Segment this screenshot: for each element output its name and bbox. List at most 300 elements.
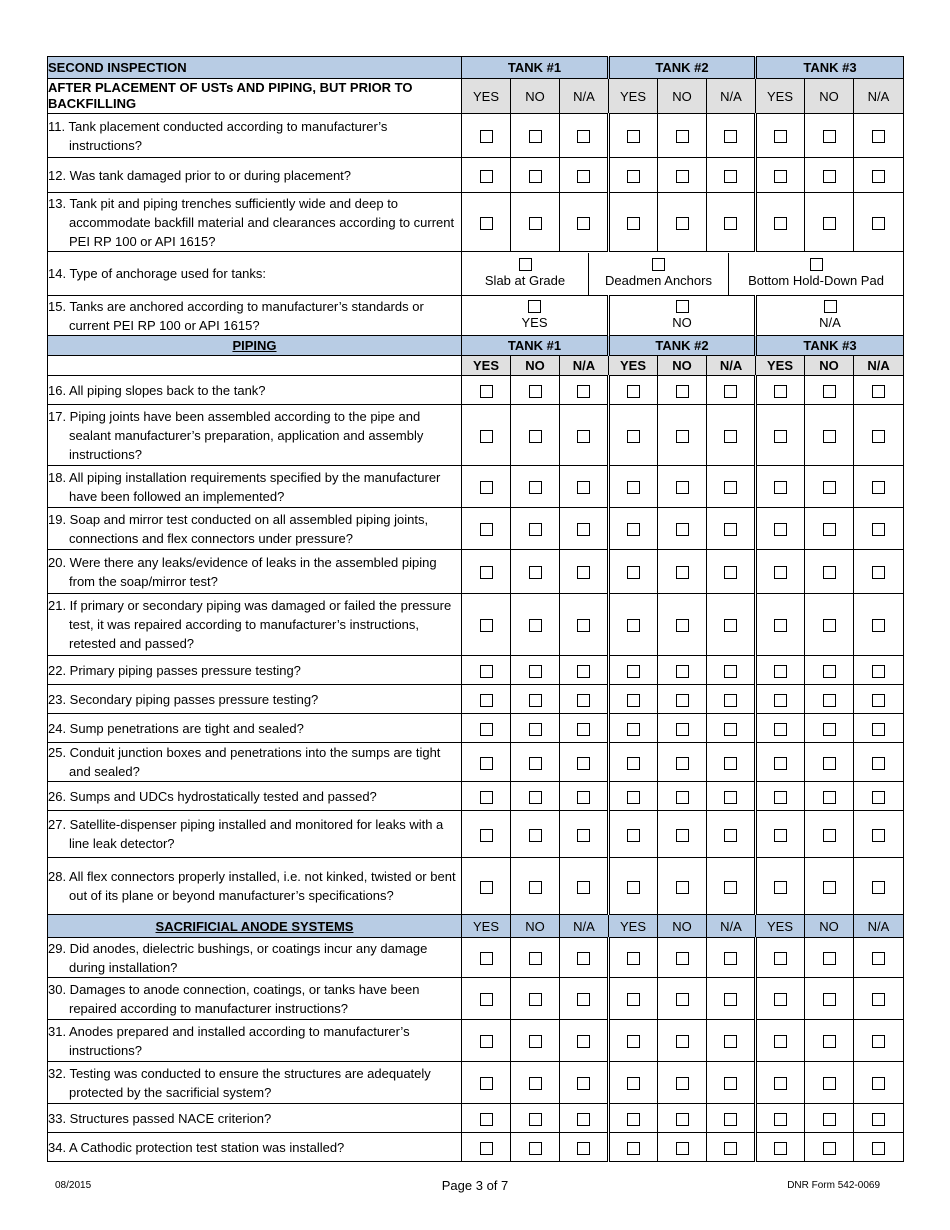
answer-cell	[609, 114, 658, 158]
checkbox-q25-tank1-no[interactable]	[529, 757, 542, 770]
answer-cell	[462, 594, 511, 656]
checkbox-q31-tank1-yes[interactable]	[480, 1035, 493, 1048]
anode-title: SACRIFICIAL ANODE SYSTEMS	[48, 915, 462, 938]
checkbox-q21-tank2-yes[interactable]	[627, 619, 640, 632]
checkbox-q23-tank1-no[interactable]	[529, 694, 542, 707]
answer-cell	[462, 685, 511, 714]
checkbox-q26-tank2-yes[interactable]	[627, 791, 640, 804]
anode-header-row	[48, 915, 904, 938]
checkbox-q21-tank3-no[interactable]	[823, 619, 836, 632]
checkbox-q28-tank2-na[interactable]	[724, 881, 737, 894]
checkbox-q32-tank2-na[interactable]	[724, 1077, 737, 1090]
answer-cell	[658, 158, 707, 193]
checkbox-anchorage-2[interactable]	[810, 258, 823, 271]
checkbox-q23-tank1-yes[interactable]	[480, 694, 493, 707]
checkbox-q29-tank2-na[interactable]	[724, 952, 737, 965]
answer-cell	[805, 743, 854, 782]
footer-form-number: DNR Form 542-0069	[787, 1180, 880, 1191]
checkbox-q33-tank1-na[interactable]	[577, 1113, 590, 1126]
checkbox-q21-tank1-na[interactable]	[577, 619, 590, 632]
checkbox-q16-tank1-na[interactable]	[577, 385, 590, 398]
checkbox-q16-tank3-na[interactable]	[872, 385, 885, 398]
checkbox-anchored-no[interactable]	[676, 300, 689, 313]
answer-cell	[805, 1020, 854, 1062]
checkbox-q13-tank1-no[interactable]	[529, 217, 542, 230]
question-text: 16. All piping slopes back to the tank?	[48, 382, 266, 398]
checkbox-q13-tank2-na[interactable]	[724, 217, 737, 230]
checkbox-q13-tank2-yes[interactable]	[627, 217, 640, 230]
checkbox-q27-tank3-no[interactable]	[823, 829, 836, 842]
answer-header-na: N/A	[707, 915, 756, 938]
answer-cell	[511, 1133, 560, 1162]
checkbox-q19-tank1-no[interactable]	[529, 523, 542, 536]
answer-cell	[707, 1020, 756, 1062]
checkbox-q29-tank2-no[interactable]	[676, 952, 689, 965]
answer-cell	[658, 938, 707, 978]
checkbox-q16-tank2-yes[interactable]	[627, 385, 640, 398]
checkbox-q30-tank2-no[interactable]	[676, 993, 689, 1006]
checkbox-anchorage-0[interactable]	[519, 258, 532, 271]
checkbox-q34-tank1-na[interactable]	[577, 1142, 590, 1155]
checkbox-q18-tank3-no[interactable]	[823, 481, 836, 494]
checkbox-q33-tank1-no[interactable]	[529, 1113, 542, 1126]
checkbox-q23-tank1-na[interactable]	[577, 694, 590, 707]
checkbox-q19-tank2-no[interactable]	[676, 523, 689, 536]
checkbox-q18-tank1-yes[interactable]	[480, 481, 493, 494]
checkbox-q30-tank1-na[interactable]	[577, 993, 590, 1006]
question-cell	[48, 1062, 462, 1104]
checkbox-anchored-yes[interactable]	[528, 300, 541, 313]
checkbox-q22-tank1-na[interactable]	[577, 665, 590, 678]
question-text: 11. Tank placement conducted according to manufacturer’s instructions?	[48, 118, 388, 153]
checkbox-q27-tank2-yes[interactable]	[627, 829, 640, 842]
checkbox-q30-tank3-na[interactable]	[872, 993, 885, 1006]
checkbox-q19-tank3-na[interactable]	[872, 523, 885, 536]
checkbox-q25-tank1-yes[interactable]	[480, 757, 493, 770]
checkbox-q11-tank1-yes[interactable]	[480, 130, 493, 143]
checkbox-q12-tank2-na[interactable]	[724, 170, 737, 183]
checkbox-anchored-na[interactable]	[824, 300, 837, 313]
checkbox-q34-tank2-no[interactable]	[676, 1142, 689, 1155]
answer-cell	[805, 466, 854, 508]
second_inspection-header-row	[48, 57, 904, 79]
checkbox-q29-tank3-yes[interactable]	[774, 952, 787, 965]
answer-header-na: N/A	[707, 79, 756, 114]
answer-cell	[609, 158, 658, 193]
answer-header-no: NO	[658, 79, 707, 114]
checkbox-q19-tank3-yes[interactable]	[774, 523, 787, 536]
checkbox-q13-tank1-na[interactable]	[577, 217, 590, 230]
checkbox-q13-tank3-no[interactable]	[823, 217, 836, 230]
checkbox-q11-tank3-na[interactable]	[872, 130, 885, 143]
checkbox-q18-tank1-no[interactable]	[529, 481, 542, 494]
checkbox-q25-tank3-na[interactable]	[872, 757, 885, 770]
checkbox-q18-tank3-na[interactable]	[872, 481, 885, 494]
checkbox-q22-tank3-no[interactable]	[823, 665, 836, 678]
checkbox-anchorage-1[interactable]	[652, 258, 665, 271]
answer-cell	[511, 1062, 560, 1104]
checkbox-q32-tank3-no[interactable]	[823, 1077, 836, 1090]
answer-cell	[511, 376, 560, 405]
checkbox-q23-tank2-no[interactable]	[676, 694, 689, 707]
checkbox-q21-tank1-yes[interactable]	[480, 619, 493, 632]
answer-cell	[511, 114, 560, 158]
checkbox-q22-tank1-no[interactable]	[529, 665, 542, 678]
answer-cell	[756, 858, 805, 915]
checkbox-q26-tank3-yes[interactable]	[774, 791, 787, 804]
question-row	[48, 1133, 904, 1162]
checkbox-q11-tank2-no[interactable]	[676, 130, 689, 143]
checkbox-q12-tank1-na[interactable]	[577, 170, 590, 183]
checkbox-q33-tank3-na[interactable]	[872, 1113, 885, 1126]
answer-header-na: N/A	[560, 79, 609, 114]
answer-cell	[609, 1133, 658, 1162]
checkbox-q30-tank2-yes[interactable]	[627, 993, 640, 1006]
checkbox-q28-tank3-no[interactable]	[823, 881, 836, 894]
answer-cell	[560, 978, 609, 1020]
answer-header-na: N/A	[560, 915, 609, 938]
checkbox-q30-tank1-yes[interactable]	[480, 993, 493, 1006]
checkbox-q20-tank2-no[interactable]	[676, 566, 689, 579]
answer-cell	[854, 811, 904, 858]
answer-cell	[462, 811, 511, 858]
answer-header-yes: YES	[756, 79, 805, 114]
checkbox-q30-tank3-yes[interactable]	[774, 993, 787, 1006]
answer-cell	[560, 782, 609, 811]
checkbox-q12-tank3-na[interactable]	[872, 170, 885, 183]
checkbox-q13-tank3-yes[interactable]	[774, 217, 787, 230]
answer-cell	[707, 193, 756, 252]
question-text: 23. Secondary piping passes pressure testing?	[48, 691, 319, 707]
checkbox-q29-tank1-na[interactable]	[577, 952, 590, 965]
checkbox-q23-tank3-no[interactable]	[823, 694, 836, 707]
checkbox-q17-tank2-yes[interactable]	[627, 430, 640, 443]
checkbox-q34-tank2-na[interactable]	[724, 1142, 737, 1155]
question-cell	[48, 714, 462, 743]
question-text: 30. Damages to anode connection, coatings, or tanks have been repaired according to manufacturer instructions?	[48, 981, 420, 1016]
checkbox-q32-tank1-no[interactable]	[529, 1077, 542, 1090]
checkbox-q24-tank2-no[interactable]	[676, 723, 689, 736]
checkbox-q17-tank2-no[interactable]	[676, 430, 689, 443]
checkbox-q31-tank3-yes[interactable]	[774, 1035, 787, 1048]
checkbox-q18-tank1-na[interactable]	[577, 481, 590, 494]
answer-cell	[609, 193, 658, 252]
checkbox-q25-tank2-no[interactable]	[676, 757, 689, 770]
answer-cell	[658, 858, 707, 915]
question-row	[48, 1104, 904, 1133]
checkbox-q16-tank3-yes[interactable]	[774, 385, 787, 398]
checkbox-q26-tank1-yes[interactable]	[480, 791, 493, 804]
checkbox-q22-tank2-no[interactable]	[676, 665, 689, 678]
checkbox-q30-tank2-na[interactable]	[724, 993, 737, 1006]
checkbox-q16-tank1-yes[interactable]	[480, 385, 493, 398]
answer-cell	[609, 1104, 658, 1133]
question-row	[48, 782, 904, 811]
answer-cell	[756, 158, 805, 193]
question-cell	[48, 376, 462, 405]
checkbox-q34-tank2-yes[interactable]	[627, 1142, 640, 1155]
checkbox-q24-tank2-yes[interactable]	[627, 723, 640, 736]
checkbox-q32-tank2-no[interactable]	[676, 1077, 689, 1090]
checkbox-q31-tank2-na[interactable]	[724, 1035, 737, 1048]
checkbox-q32-tank3-yes[interactable]	[774, 1077, 787, 1090]
checkbox-q19-tank2-yes[interactable]	[627, 523, 640, 536]
answer-cell	[462, 114, 511, 158]
checkbox-q24-tank3-no[interactable]	[823, 723, 836, 736]
anchorage-options	[462, 253, 903, 295]
checkbox-q19-tank2-na[interactable]	[724, 523, 737, 536]
answer-cell	[511, 656, 560, 685]
checkbox-q24-tank3-yes[interactable]	[774, 723, 787, 736]
answer-cell	[707, 811, 756, 858]
checkbox-q12-tank3-yes[interactable]	[774, 170, 787, 183]
checkbox-q34-tank3-yes[interactable]	[774, 1142, 787, 1155]
checkbox-q31-tank1-no[interactable]	[529, 1035, 542, 1048]
answer-cell	[658, 1104, 707, 1133]
checkbox-q28-tank2-no[interactable]	[676, 881, 689, 894]
checkbox-q34-tank3-na[interactable]	[872, 1142, 885, 1155]
answer-cell	[707, 508, 756, 550]
checkbox-q25-tank3-no[interactable]	[823, 757, 836, 770]
checkbox-q11-tank2-na[interactable]	[724, 130, 737, 143]
answer-cell	[462, 550, 511, 594]
checkbox-q21-tank1-no[interactable]	[529, 619, 542, 632]
checkbox-q18-tank3-yes[interactable]	[774, 481, 787, 494]
checkbox-q22-tank1-yes[interactable]	[480, 665, 493, 678]
question-row	[48, 743, 904, 782]
checkbox-q22-tank2-yes[interactable]	[627, 665, 640, 678]
answer-cell	[707, 466, 756, 508]
checkbox-q11-tank3-no[interactable]	[823, 130, 836, 143]
checkbox-q32-tank3-na[interactable]	[872, 1077, 885, 1090]
checkbox-q25-tank1-na[interactable]	[577, 757, 590, 770]
checkbox-q32-tank1-yes[interactable]	[480, 1077, 493, 1090]
checkbox-q19-tank1-yes[interactable]	[480, 523, 493, 536]
checkbox-q33-tank3-yes[interactable]	[774, 1113, 787, 1126]
checkbox-q32-tank1-na[interactable]	[577, 1077, 590, 1090]
answer-header-no: NO	[511, 79, 560, 114]
checkbox-q23-tank2-na[interactable]	[724, 694, 737, 707]
checkbox-q19-tank3-no[interactable]	[823, 523, 836, 536]
checkbox-q26-tank3-na[interactable]	[872, 791, 885, 804]
checkbox-q29-tank1-yes[interactable]	[480, 952, 493, 965]
checkbox-q28-tank3-yes[interactable]	[774, 881, 787, 894]
checkbox-q17-tank3-na[interactable]	[872, 430, 885, 443]
checkbox-q26-tank1-no[interactable]	[529, 791, 542, 804]
tank-header-1: TANK #1	[462, 336, 609, 356]
checkbox-q31-tank3-no[interactable]	[823, 1035, 836, 1048]
checkbox-q13-tank3-na[interactable]	[872, 217, 885, 230]
checkbox-q29-tank2-yes[interactable]	[627, 952, 640, 965]
checkbox-q20-tank3-na[interactable]	[872, 566, 885, 579]
checkbox-q26-tank3-no[interactable]	[823, 791, 836, 804]
answer-cell	[560, 1104, 609, 1133]
checkbox-q22-tank2-na[interactable]	[724, 665, 737, 678]
checkbox-q11-tank1-no[interactable]	[529, 130, 542, 143]
checkbox-q12-tank1-yes[interactable]	[480, 170, 493, 183]
checkbox-q28-tank1-na[interactable]	[577, 881, 590, 894]
answer-cell	[658, 508, 707, 550]
checkbox-q13-tank2-no[interactable]	[676, 217, 689, 230]
checkbox-q25-tank2-na[interactable]	[724, 757, 737, 770]
answer-cell	[560, 938, 609, 978]
checkbox-q12-tank2-no[interactable]	[676, 170, 689, 183]
checkbox-q27-tank3-yes[interactable]	[774, 829, 787, 842]
answer-cell	[756, 550, 805, 594]
checkbox-q29-tank3-no[interactable]	[823, 952, 836, 965]
checkbox-q17-tank3-no[interactable]	[823, 430, 836, 443]
answer-cell	[462, 1104, 511, 1133]
answer-cell	[462, 1062, 511, 1104]
checkbox-q29-tank1-no[interactable]	[529, 952, 542, 965]
checkbox-q27-tank1-no[interactable]	[529, 829, 542, 842]
answer-cell	[658, 1062, 707, 1104]
question-text: 21. If primary or secondary piping was damaged or failed the pressure test, it was repaired according to manufacturer’s instructions, retested and passed?	[48, 598, 452, 651]
checkbox-q24-tank1-yes[interactable]	[480, 723, 493, 736]
checkbox-q27-tank1-na[interactable]	[577, 829, 590, 842]
checkbox-q18-tank2-yes[interactable]	[627, 481, 640, 494]
answer-cell	[609, 594, 658, 656]
piping-answer-header-row	[48, 356, 904, 376]
checkbox-q28-tank1-yes[interactable]	[480, 881, 493, 894]
answer-cell	[805, 114, 854, 158]
checkbox-q11-tank3-yes[interactable]	[774, 130, 787, 143]
checkbox-q22-tank3-yes[interactable]	[774, 665, 787, 678]
answer-cell	[560, 1133, 609, 1162]
checkbox-q11-tank2-yes[interactable]	[627, 130, 640, 143]
question-cell	[48, 858, 462, 915]
answer-cell	[609, 508, 658, 550]
checkbox-q17-tank1-na[interactable]	[577, 430, 590, 443]
checkbox-q26-tank2-no[interactable]	[676, 791, 689, 804]
question-text: 13. Tank pit and piping trenches sufficiently wide and deep to accommodate backfill material and clearances according to current PEI RP 100 or API 1615?	[48, 195, 455, 249]
checkbox-q17-tank1-no[interactable]	[529, 430, 542, 443]
section-subtitle: AFTER PLACEMENT OF USTs AND PIPING, BUT PRIOR TO BACKFILLING	[48, 79, 462, 114]
checkbox-q33-tank3-no[interactable]	[823, 1113, 836, 1126]
checkbox-q20-tank1-yes[interactable]	[480, 566, 493, 579]
answer-cell	[854, 376, 904, 405]
checkbox-q20-tank1-no[interactable]	[529, 566, 542, 579]
answer-cell	[854, 1020, 904, 1062]
checkbox-q34-tank3-no[interactable]	[823, 1142, 836, 1155]
checkbox-q20-tank2-na[interactable]	[724, 566, 737, 579]
answer-cell	[609, 685, 658, 714]
checkbox-q20-tank1-na[interactable]	[577, 566, 590, 579]
checkbox-q16-tank2-na[interactable]	[724, 385, 737, 398]
checkbox-q21-tank2-na[interactable]	[724, 619, 737, 632]
checkbox-q21-tank3-na[interactable]	[872, 619, 885, 632]
checkbox-q30-tank1-no[interactable]	[529, 993, 542, 1006]
checkbox-q31-tank2-yes[interactable]	[627, 1035, 640, 1048]
checkbox-q16-tank1-no[interactable]	[529, 385, 542, 398]
checkbox-q17-tank1-yes[interactable]	[480, 430, 493, 443]
checkbox-q18-tank2-na[interactable]	[724, 481, 737, 494]
checkbox-q19-tank1-na[interactable]	[577, 523, 590, 536]
checkbox-q13-tank1-yes[interactable]	[480, 217, 493, 230]
checkbox-q25-tank3-yes[interactable]	[774, 757, 787, 770]
checkbox-q17-tank2-na[interactable]	[724, 430, 737, 443]
checkbox-q12-tank2-yes[interactable]	[627, 170, 640, 183]
checkbox-q33-tank2-na[interactable]	[724, 1113, 737, 1126]
checkbox-q18-tank2-no[interactable]	[676, 481, 689, 494]
checkbox-q16-tank3-no[interactable]	[823, 385, 836, 398]
checkbox-q31-tank2-no[interactable]	[676, 1035, 689, 1048]
answer-cell	[707, 1133, 756, 1162]
checkbox-q24-tank1-na[interactable]	[577, 723, 590, 736]
answer-cell	[805, 550, 854, 594]
checkbox-q26-tank1-na[interactable]	[577, 791, 590, 804]
question-cell	[48, 114, 462, 158]
checkbox-q20-tank2-yes[interactable]	[627, 566, 640, 579]
question-text: 34. A Cathodic protection test station was installed?	[48, 1139, 345, 1155]
checkbox-q24-tank3-na[interactable]	[872, 723, 885, 736]
answer-cell	[854, 685, 904, 714]
checkbox-q28-tank1-no[interactable]	[529, 881, 542, 894]
answer-cell	[658, 1020, 707, 1062]
checkbox-q33-tank1-yes[interactable]	[480, 1113, 493, 1126]
answer-header-no: NO	[805, 915, 854, 938]
checkbox-q28-tank3-na[interactable]	[872, 881, 885, 894]
question-text: 25. Conduit junction boxes and penetrations into the sumps are tight and sealed?	[48, 745, 441, 779]
checkbox-q26-tank2-na[interactable]	[724, 791, 737, 804]
answer-cell	[805, 685, 854, 714]
answer-cell	[805, 594, 854, 656]
answer-header-yes: YES	[756, 356, 805, 376]
question-row	[48, 594, 904, 656]
answer-header-yes: YES	[756, 915, 805, 938]
checkbox-q20-tank3-yes[interactable]	[774, 566, 787, 579]
answer-header-no: NO	[658, 915, 707, 938]
checkbox-q12-tank3-no[interactable]	[823, 170, 836, 183]
checkbox-q23-tank3-na[interactable]	[872, 694, 885, 707]
checkbox-q17-tank3-yes[interactable]	[774, 430, 787, 443]
answer-cell	[854, 656, 904, 685]
answer-cell	[560, 594, 609, 656]
checkbox-q22-tank3-na[interactable]	[872, 665, 885, 678]
checkbox-q31-tank3-na[interactable]	[872, 1035, 885, 1048]
checkbox-q27-tank2-na[interactable]	[724, 829, 737, 842]
checkbox-q34-tank1-yes[interactable]	[480, 1142, 493, 1155]
checkbox-q24-tank2-na[interactable]	[724, 723, 737, 736]
checkbox-q33-tank2-no[interactable]	[676, 1113, 689, 1126]
checkbox-q27-tank3-na[interactable]	[872, 829, 885, 842]
answer-cell	[707, 714, 756, 743]
checkbox-q27-tank1-yes[interactable]	[480, 829, 493, 842]
checkbox-q32-tank2-yes[interactable]	[627, 1077, 640, 1090]
checkbox-q31-tank1-na[interactable]	[577, 1035, 590, 1048]
checkbox-q29-tank3-na[interactable]	[872, 952, 885, 965]
checkbox-q12-tank1-no[interactable]	[529, 170, 542, 183]
checkbox-q21-tank3-yes[interactable]	[774, 619, 787, 632]
checkbox-q28-tank2-yes[interactable]	[627, 881, 640, 894]
answer-cell	[756, 594, 805, 656]
checkbox-q33-tank2-yes[interactable]	[627, 1113, 640, 1126]
answer-cell	[854, 508, 904, 550]
checkbox-q23-tank3-yes[interactable]	[774, 694, 787, 707]
checkbox-q25-tank2-yes[interactable]	[627, 757, 640, 770]
answer-cell	[707, 114, 756, 158]
checkbox-q20-tank3-no[interactable]	[823, 566, 836, 579]
checkbox-q24-tank1-no[interactable]	[529, 723, 542, 736]
checkbox-q23-tank2-yes[interactable]	[627, 694, 640, 707]
answer-cell	[462, 405, 511, 466]
checkbox-q21-tank2-no[interactable]	[676, 619, 689, 632]
checkbox-q34-tank1-no[interactable]	[529, 1142, 542, 1155]
checkbox-q30-tank3-no[interactable]	[823, 993, 836, 1006]
checkbox-q16-tank2-no[interactable]	[676, 385, 689, 398]
checkbox-q27-tank2-no[interactable]	[676, 829, 689, 842]
checkbox-q11-tank1-na[interactable]	[577, 130, 590, 143]
